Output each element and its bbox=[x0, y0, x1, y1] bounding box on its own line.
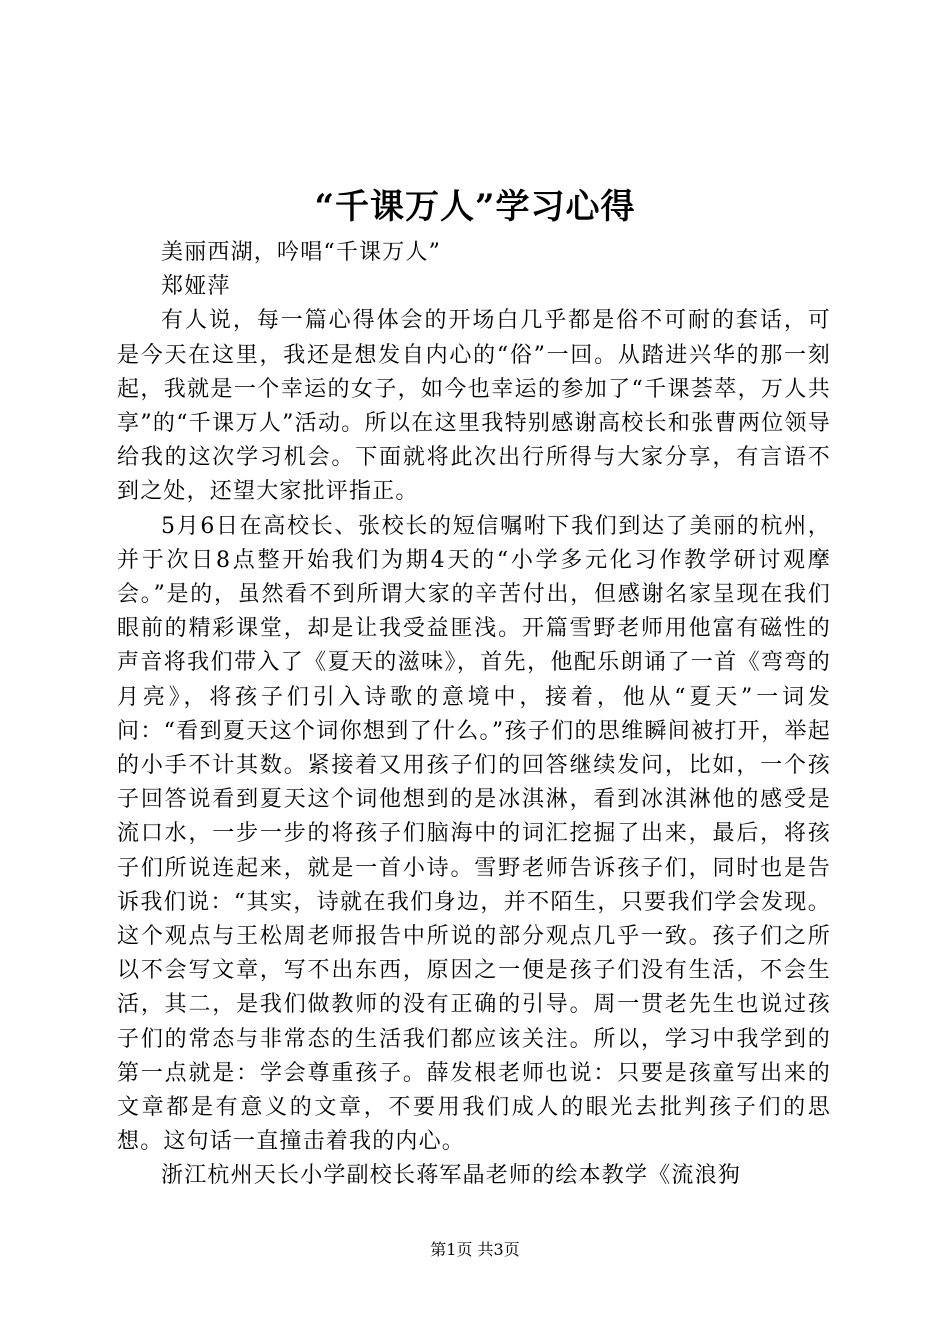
document-title: “千课万人”学习心得 bbox=[314, 187, 636, 227]
paragraph-3: 浙江杭州天长小学副校长蒋军晶老师的绘本教学《流浪狗 bbox=[161, 1163, 742, 1189]
document-author: 郑娅萍 bbox=[161, 274, 231, 300]
paragraph-2: 5月6日在高校长、张校长的短信嘱咐下我们到达了美丽的杭州，并于次日8点整开始我们为期4天的“小学多元化习作教学研讨观摩会。”是的，虽然看不到所谓大家的辛苦付出，但感谢名家呈现在我们眼前的精彩课堂，却是让我受益匪浅。开篇雪野老师用他富有磁性的声音将我们带入了《夏天的滋味》，首先，他配乐朗诵了一首《弯弯的月亮》，将孩子们引入诗歌的意境中，接着，他从“夏天”一词发问：“看到夏天这个词你想到了什么。”孩子们的思维瞬间被打开，举起的小手不计其数。紧接着又用孩子们的回答继续发问，比如，一个孩子回答说看到夏天这个词他想到的是冰淇淋，看到冰淇淋他的感受是流口水，一步一步的将孩子们脑海中的词汇挖掘了出来，最后，将孩子们所说连起来，就是一首小诗。雪野老师告诉孩子们，同时也是告诉我们说：“其实，诗就在我们身边，并不陌生，只要我们学会发现。这个观点与王松周老师报告中所说的部分观点几乎一致。孩子们之所以不会写文章，写不出东西，原因之一便是孩子们没有生活，不会生活，其二，是我们做教师的没有正确的引导。周一贯老先生也说过孩子们的常态与非常态的生活我们都应该关注。所以，学习中我学到的第一点就是：学会尊重孩子。薛发根老师也说：只要是孩童写出来的文章都是有意义的文章，不要用我们成人的眼光去批判孩子们的思想。这句话一直撞击着我的内心。 bbox=[117, 513, 831, 1155]
paragraph-1: 有人说，每一篇心得体会的开场白几乎都是俗不可耐的套话，可是今天在这里，我还是想发自内心的“俗”一回。从踏进兴华的那一刻起，我就是一个幸运的女子，如今也幸运的参加了“千课荟萃，万人共享”的“千课万人”活动。所以在这里我特别感谢高校长和张曹两位领导给我的这次学习机会。下面就将此次出行所得与大家分享，有言语不到之处，还望大家批评指正。 bbox=[117, 308, 831, 505]
document-subtitle: 美丽西湖，吟唱“千课万人” bbox=[161, 240, 442, 265]
page-footer: 第1页 共3页 bbox=[430, 1240, 520, 1259]
document-body bbox=[117, 236, 831, 1194]
